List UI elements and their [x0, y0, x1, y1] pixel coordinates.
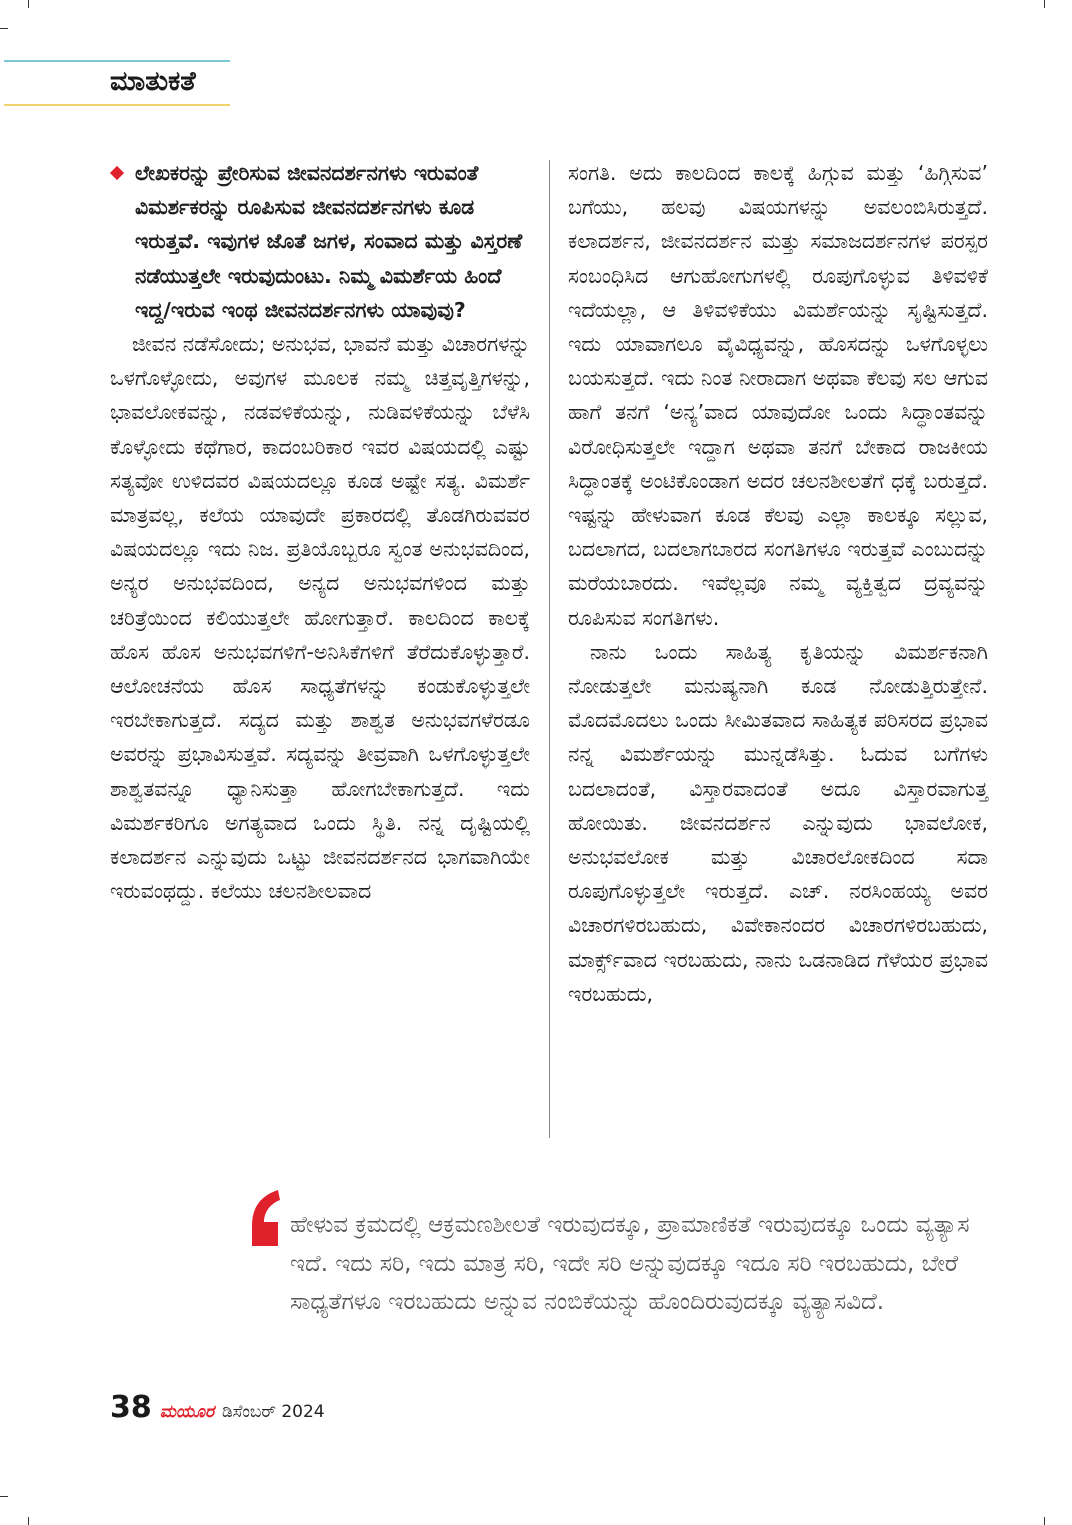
crop-mark [0, 1496, 8, 1497]
pull-quote: ಹೇಳುವ ಕ್ರಮದಲ್ಲಿ ಆಕ್ರಮಣಶೀಲತೆ ಇರುವುದಕ್ಕೂ, ಪ್ರಾಮಾಣಿಕತೆ ಇರುವುದಕ್ಕೂ ಒಂದು ವ್ಯತ್ಯಾಸ ಇದೆ. ಇದು ಸರಿ, ಇದು ಮಾತ್ರ ಸರಿ, ಇದೇ ಸರಿ ಅನ್ನುವುದಕ್ಕೂ ಇದೂ ಸರಿ ಇರಬಹುದು, ಬೇರೆ ಸಾಧ್ಯತೆಗಳೂ ಇರಬಹುದು ಅನ್ನುವ ನಂಬಿಕೆಯನ್ನು ಹೊಂದಿರುವುದಕ್ಕೂ ವ್ಯತ್ಯಾಸವಿದೆ. [290, 1212, 970, 1315]
issue-date: ಡಿಸೆಂಬರ್ 2024 [221, 1402, 325, 1422]
diamond-bullet-icon [110, 166, 124, 180]
crop-mark [28, 1517, 29, 1525]
crop-mark [0, 28, 8, 29]
column-divider [549, 160, 550, 1138]
answer-paragraph: ನಾನು ಒಂದು ಸಾಹಿತ್ಯ ಕೃತಿಯನ್ನು ವಿಮರ್ಶಕನಾಗಿ ನೋಡುತ್ತಲೇ ಮನುಷ್ಯನಾಗಿ ಕೂಡ ನೋಡುತ್ತಿರುತ್ತೇನೆ. ಮೊದಮೊದಲು ಒಂದು ಸೀಮಿತವಾದ ಸಾಹಿತ್ಯಕ ಪರಿಸರದ ಪ್ರಭಾವ ನನ್ನ ವಿಮರ್ಶೆಯನ್ನು ಮುನ್ನಡೆಸಿತ್ತು. ಓದುವ ಬಗೆಗಳು ಬದಲಾದಂತೆ, ವಿಸ್ತಾರವಾದಂತೆ ಅದೂ ವಿಸ್ತಾರವಾಗುತ್ತ ಹೋಯಿತು. ಜೀವನದರ್ಶನ ಎನ್ನುವುದು ಭಾವಲೋಕ, ಅನುಭವಲೋಕ ಮತ್ತು ವಿಚಾರಲೋಕದಿಂದ ಸದಾ ರೂಪುಗೊಳ್ಳುತ್ತಲೇ ಇರುತ್ತದೆ. ಎಚ್. ನರಸಿಂಹಯ್ಯ ಅವರ ವಿಚಾರಗಳಿರಬಹುದು, ವಿವೇಕಾನಂದರ ವಿಚಾರಗಳಿರಬಹುದು, ಮಾರ್ಕ್ಸ್‌ವಾದ ಇರಬಹುದು, ನಾನು ಒಡನಾಡಿದ ಗೆಳೆಯರ ಪ್ರಭಾವ ಇರಬಹುದು, [568, 639, 988, 1006]
header-bottom-rule [4, 104, 230, 106]
crop-mark [28, 0, 29, 8]
interview-question [110, 156, 530, 327]
question-text: ಲೇಖಕರನ್ನು ಪ್ರೇರಿಸುವ ಜೀವನದರ್ಶನಗಳು ಇರುವಂತೆ ವಿಮರ್ಶಕರನ್ನು ರೂಪಿಸುವ ಜೀವನದರ್ಶನಗಳು ಕೂಡ ಇರುತ್ತವೆ. ಇವುಗಳ ಜೊತೆ ಜಗಳ, ಸಂವಾದ ಮತ್ತು ವಿಸ್ತರಣೆ ನಡೆಯುತ್ತಲೇ ಇರುವುದುಂಟು. ನಿಮ್ಮ ವಿಮರ್ಶೆಯ ಹಿಂದೆ ಇದ್ದ/ಇರುವ ಇಂಥ ಜೀವನದರ್ಶನಗಳು ಯಾವುವು? [135, 161, 523, 322]
page-footer [110, 1390, 325, 1430]
section-title: ಮಾತುಕತೆ [110, 66, 196, 97]
quote-mark-icon [248, 1188, 282, 1250]
page-number: 38 [110, 1390, 152, 1425]
magazine-logo: ಮಯೂರ [159, 1402, 214, 1422]
right-column [568, 156, 988, 1011]
answer-paragraph: ಸಂಗತಿ. ಅದು ಕಾಲದಿಂದ ಕಾಲಕ್ಕೆ ಹಿಗ್ಗುವ ಮತ್ತು ‘ಹಿಗ್ಗಿಸುವ’ ಬಗೆಯು, ಹಲವು ವಿಷಯಗಳನ್ನು ಅವಲಂಬಿಸಿರುತ್ತದೆ. ಕಲಾದರ್ಶನ, ಜೀವನದರ್ಶನ ಮತ್ತು ಸಮಾಜದರ್ಶನಗಳ ಪರಸ್ಪರ ಸಂಬಂಧಿಸಿದ ಆಗುಹೋಗುಗಳಲ್ಲಿ ರೂಪುಗೊಳ್ಳುವ ತಿಳಿವಳಿಕೆ ಇದೆಯಲ್ಲಾ, ಆ ತಿಳಿವಳಿಕೆಯು ವಿಮರ್ಶೆಯನ್ನು ಸೃಷ್ಟಿಸುತ್ತದೆ. ಇದು ಯಾವಾಗಲೂ ವೈವಿಧ್ಯವನ್ನು, ಹೊಸದನ್ನು ಒಳಗೊಳ್ಳಲು ಬಯಸುತ್ತದೆ. ಇದು ನಿಂತ ನೀರಾದಾಗ ಅಥವಾ ಕೆಲವು ಸಲ ಆಗುವ ಹಾಗೆ ತನಗೆ ‘ಅನ್ಯ’ವಾದ ಯಾವುದೋ ಒಂದು ಸಿದ್ಧಾಂತವನ್ನು ವಿರೋಧಿಸುತ್ತಲೇ ಇದ್ದಾಗ ಅಥವಾ ತನಗೆ ಬೇಕಾದ ರಾಜಕೀಯ ಸಿದ್ಧಾಂತಕ್ಕೆ ಅಂಟಿಕೊಂಡಾಗ ಅದರ ಚಲನಶೀಲತೆಗೆ ಧಕ್ಕೆ ಬರುತ್ತದೆ. ಇಷ್ಟನ್ನು ಹೇಳುವಾಗ ಕೂಡ ಕೆಲವು ಎಲ್ಲಾ ಕಾಲಕ್ಕೂ ಸಲ್ಲುವ, ಬದಲಾಗದ, ಬದಲಾಗಬಾರದ ಸಂಗತಿಗಳೂ ಇರುತ್ತವೆ ಎಂಬುದನ್ನು ಮರೆಯಬಾರದು. ಇವೆಲ್ಲವೂ ನಮ್ಮ ವ್ಯಕ್ತಿತ್ವದ ದ್ರವ್ಯವನ್ನು ರೂಪಿಸುವ ಸಂಗತಿಗಳು. [568, 161, 988, 630]
left-column [110, 156, 530, 908]
crop-mark [1044, 1517, 1045, 1525]
crop-mark [1044, 0, 1045, 8]
header-top-rule [4, 60, 230, 62]
answer-paragraph: ಜೀವನ ನಡೆಸೋದು; ಅನುಭವ, ಭಾವನೆ ಮತ್ತು ವಿಚಾರಗಳನ್ನು ಒಳಗೊಳ್ಳೋದು, ಅವುಗಳ ಮೂಲಕ ನಮ್ಮ ಚಿತ್ತವೃತ್ತಿಗಳನ್ನು, ಭಾವಲೋಕವನ್ನು, ನಡವಳಿಕೆಯನ್ನು, ನುಡಿವಳಿಕೆಯನ್ನು ಬೆಳೆಸಿ ಕೊಳ್ಳೋದು ಕಥೆಗಾರ, ಕಾದಂಬರಿಕಾರ ಇವರ ವಿಷಯದಲ್ಲಿ ಎಷ್ಟು ಸತ್ಯವೋ ಉಳಿದವರ ವಿಷಯದಲ್ಲೂ ಕೂಡ ಅಷ್ಟೇ ಸತ್ಯ. ವಿಮರ್ಶೆ ಮಾತ್ರವಲ್ಲ, ಕಲೆಯ ಯಾವುದೇ ಪ್ರಕಾರದಲ್ಲಿ ತೊಡಗಿರುವವರ ವಿಷಯದಲ್ಲೂ ಇದು ನಿಜ. ಪ್ರತಿಯೊಬ್ಬರೂ ಸ್ವಂತ ಅನುಭವದಿಂದ, ಅನ್ಯರ ಅನುಭವದಿಂದ, ಅನ್ಯದ ಅನುಭವಗಳಿಂದ ಮತ್ತು ಚರಿತ್ರೆಯಿಂದ ಕಲಿಯುತ್ತಲೇ ಹೋಗುತ್ತಾರೆ. ಕಾಲದಿಂದ ಕಾಲಕ್ಕೆ ಹೊಸ ಹೊಸ ಅನುಭವಗಳಿಗೆ-ಅನಿಸಿಕೆಗಳಿಗೆ ತೆರೆದುಕೊಳ್ಳುತ್ತಾರೆ. ಆಲೋಚನೆಯ ಹೊಸ ಸಾಧ್ಯತೆಗಳನ್ನು ಕಂಡುಕೊಳ್ಳುತ್ತಲೇ ಇರಬೇಕಾಗುತ್ತದೆ. ಸದ್ಯದ ಮತ್ತು ಶಾಶ್ವತ ಅನುಭವಗಳೆರಡೂ ಅವರನ್ನು ಪ್ರಭಾವಿಸುತ್ತವೆ. ಸದ್ಯವನ್ನು ತೀವ್ರವಾಗಿ ಒಳಗೊಳ್ಳುತ್ತಲೇ ಶಾಶ್ವತವನ್ನೂ ಧ್ಯಾನಿಸುತ್ತಾ ಹೋಗಬೇಕಾಗುತ್ತದೆ. ಇದು ವಿಮರ್ಶಕರಿಗೂ ಅಗತ್ಯವಾದ ಒಂದು ಸ್ಥಿತಿ. ನನ್ನ ದೃಷ್ಟಿಯಲ್ಲಿ ಕಲಾದರ್ಶನ ಎನ್ನುವುದು ಒಟ್ಟು ಜೀವನದರ್ಶನದ ಭಾಗವಾಗಿಯೇ ಇರುವಂಥದ್ದು. ಕಲೆಯು ಚಲನಶೀಲವಾದ [110, 332, 531, 904]
